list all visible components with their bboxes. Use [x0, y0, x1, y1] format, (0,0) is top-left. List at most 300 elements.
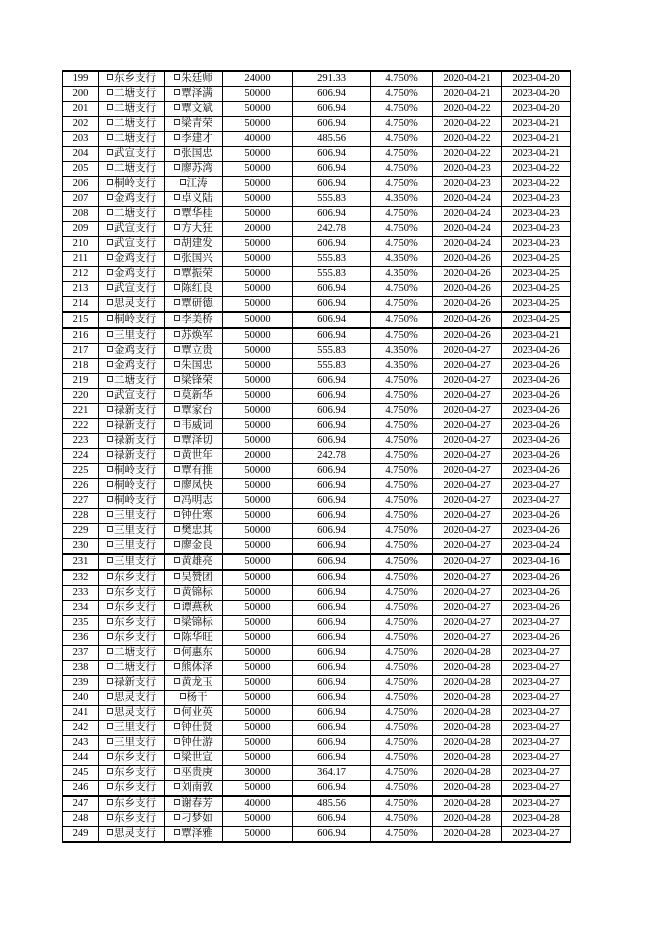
start-date-cell[interactable]: 2020-04-28 — [433, 781, 502, 797]
start-date-cell[interactable]: 2020-04-27 — [433, 449, 502, 464]
rate-cell[interactable]: 4.750% — [371, 87, 433, 102]
interest-cell[interactable]: 606.94 — [293, 494, 371, 509]
branch-name-cell[interactable] — [99, 297, 165, 313]
row-number-cell[interactable]: 249 — [63, 827, 99, 843]
rate-cell[interactable]: 4.750% — [371, 781, 433, 797]
start-date-cell[interactable]: 2020-04-24 — [433, 192, 502, 207]
table-row[interactable] — [63, 736, 571, 751]
rate-cell[interactable]: 4.750% — [371, 222, 433, 237]
customer-name-cell[interactable] — [165, 374, 223, 389]
branch-name-cell[interactable] — [99, 192, 165, 207]
start-date-cell[interactable]: 2020-04-22 — [433, 102, 502, 117]
amount-cell[interactable]: 50000 — [223, 267, 293, 282]
amount-cell[interactable]: 50000 — [223, 706, 293, 721]
row-number-cell[interactable]: 212 — [63, 267, 99, 282]
rate-cell[interactable]: 4.750% — [371, 162, 433, 177]
branch-name-cell[interactable] — [99, 252, 165, 267]
row-number-cell[interactable]: 246 — [63, 781, 99, 797]
branch-name-cell[interactable] — [99, 282, 165, 297]
table-row[interactable] — [63, 494, 571, 509]
end-date-cell[interactable]: 2023-04-27 — [502, 494, 571, 509]
customer-name-cell[interactable] — [165, 237, 223, 252]
row-number-cell[interactable]: 245 — [63, 766, 99, 781]
amount-cell[interactable]: 50000 — [223, 102, 293, 117]
row-number-cell[interactable]: 219 — [63, 374, 99, 389]
end-date-cell[interactable]: 2023-04-26 — [502, 631, 571, 646]
row-number-cell[interactable]: 206 — [63, 177, 99, 192]
table-row[interactable] — [63, 374, 571, 389]
start-date-cell[interactable]: 2020-04-27 — [433, 464, 502, 479]
rate-cell[interactable]: 4.750% — [371, 736, 433, 751]
amount-cell[interactable]: 50000 — [223, 691, 293, 706]
table-row[interactable] — [63, 554, 571, 570]
start-date-cell[interactable]: 2020-04-27 — [433, 524, 502, 539]
amount-cell[interactable]: 40000 — [223, 796, 293, 812]
start-date-cell[interactable]: 2020-04-27 — [433, 419, 502, 434]
customer-name-cell[interactable] — [165, 102, 223, 117]
start-date-cell[interactable]: 2020-04-24 — [433, 222, 502, 237]
start-date-cell[interactable]: 2020-04-22 — [433, 117, 502, 132]
start-date-cell[interactable]: 2020-04-28 — [433, 706, 502, 721]
interest-cell[interactable]: 606.94 — [293, 751, 371, 766]
customer-name-cell[interactable] — [165, 297, 223, 313]
rate-cell[interactable]: 4.750% — [371, 132, 433, 147]
row-number-cell[interactable]: 226 — [63, 479, 99, 494]
row-number-cell[interactable]: 203 — [63, 132, 99, 147]
amount-cell[interactable]: 50000 — [223, 827, 293, 843]
start-date-cell[interactable]: 2020-04-27 — [433, 539, 502, 555]
row-number-cell[interactable]: 238 — [63, 661, 99, 676]
interest-cell[interactable]: 606.94 — [293, 282, 371, 297]
branch-name-cell[interactable] — [99, 586, 165, 601]
amount-cell[interactable]: 50000 — [223, 389, 293, 404]
customer-name-cell[interactable] — [165, 404, 223, 419]
row-number-cell[interactable]: 234 — [63, 601, 99, 616]
start-date-cell[interactable]: 2020-04-28 — [433, 721, 502, 736]
table-row[interactable] — [63, 71, 571, 87]
end-date-cell[interactable]: 2023-04-26 — [502, 601, 571, 616]
end-date-cell[interactable]: 2023-04-27 — [502, 706, 571, 721]
row-number-cell[interactable]: 213 — [63, 282, 99, 297]
row-number-cell[interactable]: 214 — [63, 297, 99, 313]
start-date-cell[interactable]: 2020-04-28 — [433, 691, 502, 706]
amount-cell[interactable]: 50000 — [223, 554, 293, 570]
customer-name-cell[interactable] — [165, 117, 223, 132]
customer-name-cell[interactable] — [165, 736, 223, 751]
start-date-cell[interactable]: 2020-04-28 — [433, 661, 502, 676]
customer-name-cell[interactable] — [165, 796, 223, 812]
rate-cell[interactable]: 4.750% — [371, 616, 433, 631]
rate-cell[interactable]: 4.750% — [371, 509, 433, 524]
row-number-cell[interactable]: 239 — [63, 676, 99, 691]
branch-name-cell[interactable] — [99, 827, 165, 843]
row-number-cell[interactable]: 229 — [63, 524, 99, 539]
end-date-cell[interactable]: 2023-04-22 — [502, 177, 571, 192]
interest-cell[interactable]: 606.94 — [293, 721, 371, 736]
interest-cell[interactable]: 606.94 — [293, 117, 371, 132]
customer-name-cell[interactable] — [165, 706, 223, 721]
end-date-cell[interactable]: 2023-04-27 — [502, 479, 571, 494]
row-number-cell[interactable]: 200 — [63, 87, 99, 102]
branch-name-cell[interactable] — [99, 312, 165, 328]
amount-cell[interactable]: 20000 — [223, 222, 293, 237]
end-date-cell[interactable]: 2023-04-27 — [502, 751, 571, 766]
interest-cell[interactable]: 606.94 — [293, 297, 371, 313]
rate-cell[interactable]: 4.750% — [371, 812, 433, 827]
table-row[interactable] — [63, 827, 571, 843]
branch-name-cell[interactable] — [99, 736, 165, 751]
customer-name-cell[interactable] — [165, 570, 223, 586]
branch-name-cell[interactable] — [99, 404, 165, 419]
branch-name-cell[interactable] — [99, 631, 165, 646]
customer-name-cell[interactable] — [165, 751, 223, 766]
amount-cell[interactable]: 50000 — [223, 781, 293, 797]
customer-name-cell[interactable] — [165, 282, 223, 297]
amount-cell[interactable]: 50000 — [223, 147, 293, 162]
branch-name-cell[interactable] — [99, 328, 165, 344]
start-date-cell[interactable]: 2020-04-27 — [433, 570, 502, 586]
branch-name-cell[interactable] — [99, 207, 165, 222]
rate-cell[interactable]: 4.750% — [371, 464, 433, 479]
interest-cell[interactable]: 555.83 — [293, 252, 371, 267]
table-row[interactable] — [63, 297, 571, 313]
rate-cell[interactable]: 4.750% — [371, 449, 433, 464]
branch-name-cell[interactable] — [99, 102, 165, 117]
table-row[interactable] — [63, 631, 571, 646]
interest-cell[interactable]: 606.94 — [293, 781, 371, 797]
amount-cell[interactable]: 50000 — [223, 736, 293, 751]
branch-name-cell[interactable] — [99, 344, 165, 359]
start-date-cell[interactable]: 2020-04-27 — [433, 494, 502, 509]
branch-name-cell[interactable] — [99, 812, 165, 827]
end-date-cell[interactable]: 2023-04-26 — [502, 570, 571, 586]
customer-name-cell[interactable] — [165, 267, 223, 282]
row-number-cell[interactable]: 220 — [63, 389, 99, 404]
start-date-cell[interactable]: 2020-04-22 — [433, 147, 502, 162]
amount-cell[interactable]: 50000 — [223, 509, 293, 524]
rate-cell[interactable]: 4.750% — [371, 404, 433, 419]
row-number-cell[interactable]: 225 — [63, 464, 99, 479]
row-number-cell[interactable]: 242 — [63, 721, 99, 736]
customer-name-cell[interactable] — [165, 344, 223, 359]
rate-cell[interactable]: 4.750% — [371, 751, 433, 766]
row-number-cell[interactable]: 221 — [63, 404, 99, 419]
end-date-cell[interactable]: 2023-04-28 — [502, 812, 571, 827]
row-number-cell[interactable]: 230 — [63, 539, 99, 555]
table-row[interactable] — [63, 419, 571, 434]
branch-name-cell[interactable] — [99, 359, 165, 374]
row-number-cell[interactable]: 232 — [63, 570, 99, 586]
row-number-cell[interactable]: 222 — [63, 419, 99, 434]
row-number-cell[interactable]: 233 — [63, 586, 99, 601]
interest-cell[interactable]: 555.83 — [293, 192, 371, 207]
table-row[interactable] — [63, 282, 571, 297]
rate-cell[interactable]: 4.750% — [371, 796, 433, 812]
branch-name-cell[interactable] — [99, 117, 165, 132]
amount-cell[interactable]: 50000 — [223, 721, 293, 736]
row-number-cell[interactable]: 244 — [63, 751, 99, 766]
branch-name-cell[interactable] — [99, 646, 165, 661]
end-date-cell[interactable]: 2023-04-23 — [502, 192, 571, 207]
interest-cell[interactable]: 606.94 — [293, 539, 371, 555]
row-number-cell[interactable]: 210 — [63, 237, 99, 252]
end-date-cell[interactable]: 2023-04-27 — [502, 721, 571, 736]
amount-cell[interactable]: 50000 — [223, 570, 293, 586]
customer-name-cell[interactable] — [165, 616, 223, 631]
table-row[interactable] — [63, 237, 571, 252]
rate-cell[interactable]: 4.750% — [371, 312, 433, 328]
table-row[interactable] — [63, 676, 571, 691]
customer-name-cell[interactable] — [165, 661, 223, 676]
amount-cell[interactable]: 50000 — [223, 661, 293, 676]
start-date-cell[interactable]: 2020-04-27 — [433, 374, 502, 389]
row-number-cell[interactable]: 215 — [63, 312, 99, 328]
amount-cell[interactable]: 50000 — [223, 344, 293, 359]
table-row[interactable] — [63, 449, 571, 464]
interest-cell[interactable]: 606.94 — [293, 586, 371, 601]
rate-cell[interactable]: 4.350% — [371, 359, 433, 374]
rate-cell[interactable]: 4.750% — [371, 374, 433, 389]
start-date-cell[interactable]: 2020-04-26 — [433, 252, 502, 267]
end-date-cell[interactable]: 2023-04-21 — [502, 132, 571, 147]
table-row[interactable] — [63, 766, 571, 781]
table-row[interactable] — [63, 252, 571, 267]
interest-cell[interactable]: 606.94 — [293, 601, 371, 616]
table-row[interactable] — [63, 479, 571, 494]
end-date-cell[interactable]: 2023-04-26 — [502, 359, 571, 374]
table-row[interactable] — [63, 177, 571, 192]
end-date-cell[interactable]: 2023-04-27 — [502, 691, 571, 706]
interest-cell[interactable]: 606.94 — [293, 509, 371, 524]
start-date-cell[interactable]: 2020-04-21 — [433, 87, 502, 102]
interest-cell[interactable]: 555.83 — [293, 359, 371, 374]
customer-name-cell[interactable] — [165, 691, 223, 706]
row-number-cell[interactable]: 205 — [63, 162, 99, 177]
rate-cell[interactable]: 4.350% — [371, 252, 433, 267]
start-date-cell[interactable]: 2020-04-27 — [433, 616, 502, 631]
customer-name-cell[interactable] — [165, 479, 223, 494]
end-date-cell[interactable]: 2023-04-27 — [502, 781, 571, 797]
table-row[interactable] — [63, 464, 571, 479]
branch-name-cell[interactable] — [99, 539, 165, 555]
rate-cell[interactable]: 4.750% — [371, 631, 433, 646]
table-row[interactable] — [63, 434, 571, 449]
start-date-cell[interactable]: 2020-04-24 — [433, 207, 502, 222]
table-row[interactable] — [63, 586, 571, 601]
interest-cell[interactable]: 606.94 — [293, 646, 371, 661]
table-row[interactable] — [63, 661, 571, 676]
row-number-cell[interactable]: 247 — [63, 796, 99, 812]
start-date-cell[interactable]: 2020-04-27 — [433, 479, 502, 494]
interest-cell[interactable]: 606.94 — [293, 389, 371, 404]
end-date-cell[interactable]: 2023-04-25 — [502, 267, 571, 282]
start-date-cell[interactable]: 2020-04-26 — [433, 267, 502, 282]
rate-cell[interactable]: 4.750% — [371, 661, 433, 676]
start-date-cell[interactable]: 2020-04-28 — [433, 766, 502, 781]
row-number-cell[interactable]: 211 — [63, 252, 99, 267]
table-row[interactable] — [63, 132, 571, 147]
rate-cell[interactable]: 4.750% — [371, 539, 433, 555]
amount-cell[interactable]: 50000 — [223, 646, 293, 661]
row-number-cell[interactable]: 201 — [63, 102, 99, 117]
rate-cell[interactable]: 4.750% — [371, 434, 433, 449]
table-row[interactable] — [63, 751, 571, 766]
branch-name-cell[interactable] — [99, 601, 165, 616]
row-number-cell[interactable]: 207 — [63, 192, 99, 207]
table-row[interactable] — [63, 812, 571, 827]
interest-cell[interactable]: 606.94 — [293, 177, 371, 192]
branch-name-cell[interactable] — [99, 434, 165, 449]
row-number-cell[interactable]: 248 — [63, 812, 99, 827]
interest-cell[interactable]: 485.56 — [293, 132, 371, 147]
amount-cell[interactable]: 50000 — [223, 297, 293, 313]
branch-name-cell[interactable] — [99, 147, 165, 162]
rate-cell[interactable]: 4.750% — [371, 494, 433, 509]
rate-cell[interactable]: 4.750% — [371, 328, 433, 344]
customer-name-cell[interactable] — [165, 812, 223, 827]
amount-cell[interactable]: 50000 — [223, 524, 293, 539]
interest-cell[interactable]: 606.94 — [293, 404, 371, 419]
end-date-cell[interactable]: 2023-04-23 — [502, 237, 571, 252]
interest-cell[interactable]: 606.94 — [293, 524, 371, 539]
customer-name-cell[interactable] — [165, 359, 223, 374]
customer-name-cell[interactable] — [165, 766, 223, 781]
row-number-cell[interactable]: 231 — [63, 554, 99, 570]
rate-cell[interactable]: 4.350% — [371, 344, 433, 359]
rate-cell[interactable]: 4.750% — [371, 827, 433, 843]
start-date-cell[interactable]: 2020-04-28 — [433, 646, 502, 661]
amount-cell[interactable]: 50000 — [223, 464, 293, 479]
table-row[interactable] — [63, 691, 571, 706]
rate-cell[interactable]: 4.750% — [371, 177, 433, 192]
end-date-cell[interactable]: 2023-04-25 — [502, 297, 571, 313]
end-date-cell[interactable]: 2023-04-27 — [502, 796, 571, 812]
rate-cell[interactable]: 4.350% — [371, 267, 433, 282]
end-date-cell[interactable]: 2023-04-20 — [502, 87, 571, 102]
rate-cell[interactable]: 4.750% — [371, 524, 433, 539]
table-row[interactable] — [63, 192, 571, 207]
end-date-cell[interactable]: 2023-04-27 — [502, 736, 571, 751]
table-row[interactable] — [63, 796, 571, 812]
amount-cell[interactable]: 20000 — [223, 449, 293, 464]
branch-name-cell[interactable] — [99, 554, 165, 570]
table-row[interactable] — [63, 509, 571, 524]
end-date-cell[interactable]: 2023-04-25 — [502, 312, 571, 328]
rate-cell[interactable]: 4.750% — [371, 102, 433, 117]
rate-cell[interactable]: 4.350% — [371, 192, 433, 207]
start-date-cell[interactable]: 2020-04-26 — [433, 297, 502, 313]
amount-cell[interactable]: 50000 — [223, 751, 293, 766]
row-number-cell[interactable]: 241 — [63, 706, 99, 721]
end-date-cell[interactable]: 2023-04-21 — [502, 328, 571, 344]
amount-cell[interactable]: 50000 — [223, 419, 293, 434]
start-date-cell[interactable]: 2020-04-28 — [433, 736, 502, 751]
branch-name-cell[interactable] — [99, 464, 165, 479]
customer-name-cell[interactable] — [165, 509, 223, 524]
end-date-cell[interactable]: 2023-04-26 — [502, 344, 571, 359]
customer-name-cell[interactable] — [165, 524, 223, 539]
amount-cell[interactable]: 30000 — [223, 766, 293, 781]
interest-cell[interactable]: 364.17 — [293, 766, 371, 781]
table-row[interactable] — [63, 147, 571, 162]
table-row[interactable] — [63, 706, 571, 721]
amount-cell[interactable]: 50000 — [223, 177, 293, 192]
amount-cell[interactable]: 50000 — [223, 494, 293, 509]
start-date-cell[interactable]: 2020-04-22 — [433, 132, 502, 147]
start-date-cell[interactable]: 2020-04-28 — [433, 796, 502, 812]
end-date-cell[interactable]: 2023-04-26 — [502, 586, 571, 601]
interest-cell[interactable]: 606.94 — [293, 147, 371, 162]
start-date-cell[interactable]: 2020-04-27 — [433, 586, 502, 601]
rate-cell[interactable]: 4.750% — [371, 282, 433, 297]
branch-name-cell[interactable] — [99, 374, 165, 389]
interest-cell[interactable]: 606.94 — [293, 207, 371, 222]
rate-cell[interactable]: 4.750% — [371, 419, 433, 434]
start-date-cell[interactable]: 2020-04-27 — [433, 359, 502, 374]
row-number-cell[interactable]: 227 — [63, 494, 99, 509]
end-date-cell[interactable]: 2023-04-20 — [502, 102, 571, 117]
rate-cell[interactable]: 4.750% — [371, 721, 433, 736]
end-date-cell[interactable]: 2023-04-27 — [502, 827, 571, 843]
row-number-cell[interactable]: 202 — [63, 117, 99, 132]
branch-name-cell[interactable] — [99, 509, 165, 524]
end-date-cell[interactable]: 2023-04-26 — [502, 419, 571, 434]
interest-cell[interactable]: 606.94 — [293, 162, 371, 177]
rate-cell[interactable]: 4.750% — [371, 117, 433, 132]
amount-cell[interactable]: 50000 — [223, 586, 293, 601]
amount-cell[interactable]: 50000 — [223, 434, 293, 449]
interest-cell[interactable]: 606.94 — [293, 616, 371, 631]
end-date-cell[interactable]: 2023-04-26 — [502, 524, 571, 539]
rate-cell[interactable]: 4.750% — [371, 389, 433, 404]
row-number-cell[interactable]: 216 — [63, 328, 99, 344]
end-date-cell[interactable]: 2023-04-24 — [502, 539, 571, 555]
customer-name-cell[interactable] — [165, 312, 223, 328]
amount-cell[interactable]: 50000 — [223, 812, 293, 827]
branch-name-cell[interactable] — [99, 524, 165, 539]
branch-name-cell[interactable] — [99, 222, 165, 237]
interest-cell[interactable]: 242.78 — [293, 222, 371, 237]
interest-cell[interactable]: 606.94 — [293, 554, 371, 570]
customer-name-cell[interactable] — [165, 222, 223, 237]
amount-cell[interactable]: 50000 — [223, 237, 293, 252]
customer-name-cell[interactable] — [165, 631, 223, 646]
interest-cell[interactable]: 606.94 — [293, 570, 371, 586]
table-row[interactable] — [63, 117, 571, 132]
interest-cell[interactable]: 606.94 — [293, 827, 371, 843]
amount-cell[interactable]: 50000 — [223, 252, 293, 267]
start-date-cell[interactable]: 2020-04-28 — [433, 812, 502, 827]
table-row[interactable] — [63, 162, 571, 177]
start-date-cell[interactable]: 2020-04-27 — [433, 554, 502, 570]
amount-cell[interactable]: 50000 — [223, 162, 293, 177]
rate-cell[interactable]: 4.750% — [371, 554, 433, 570]
amount-cell[interactable]: 50000 — [223, 404, 293, 419]
table-row[interactable] — [63, 267, 571, 282]
customer-name-cell[interactable] — [165, 601, 223, 616]
row-number-cell[interactable]: 209 — [63, 222, 99, 237]
start-date-cell[interactable]: 2020-04-27 — [433, 631, 502, 646]
rate-cell[interactable]: 4.750% — [371, 237, 433, 252]
end-date-cell[interactable]: 2023-04-26 — [502, 509, 571, 524]
amount-cell[interactable]: 50000 — [223, 328, 293, 344]
table-row[interactable] — [63, 344, 571, 359]
branch-name-cell[interactable] — [99, 570, 165, 586]
interest-cell[interactable]: 606.94 — [293, 434, 371, 449]
end-date-cell[interactable]: 2023-04-16 — [502, 554, 571, 570]
amount-cell[interactable]: 50000 — [223, 117, 293, 132]
table-row[interactable] — [63, 570, 571, 586]
